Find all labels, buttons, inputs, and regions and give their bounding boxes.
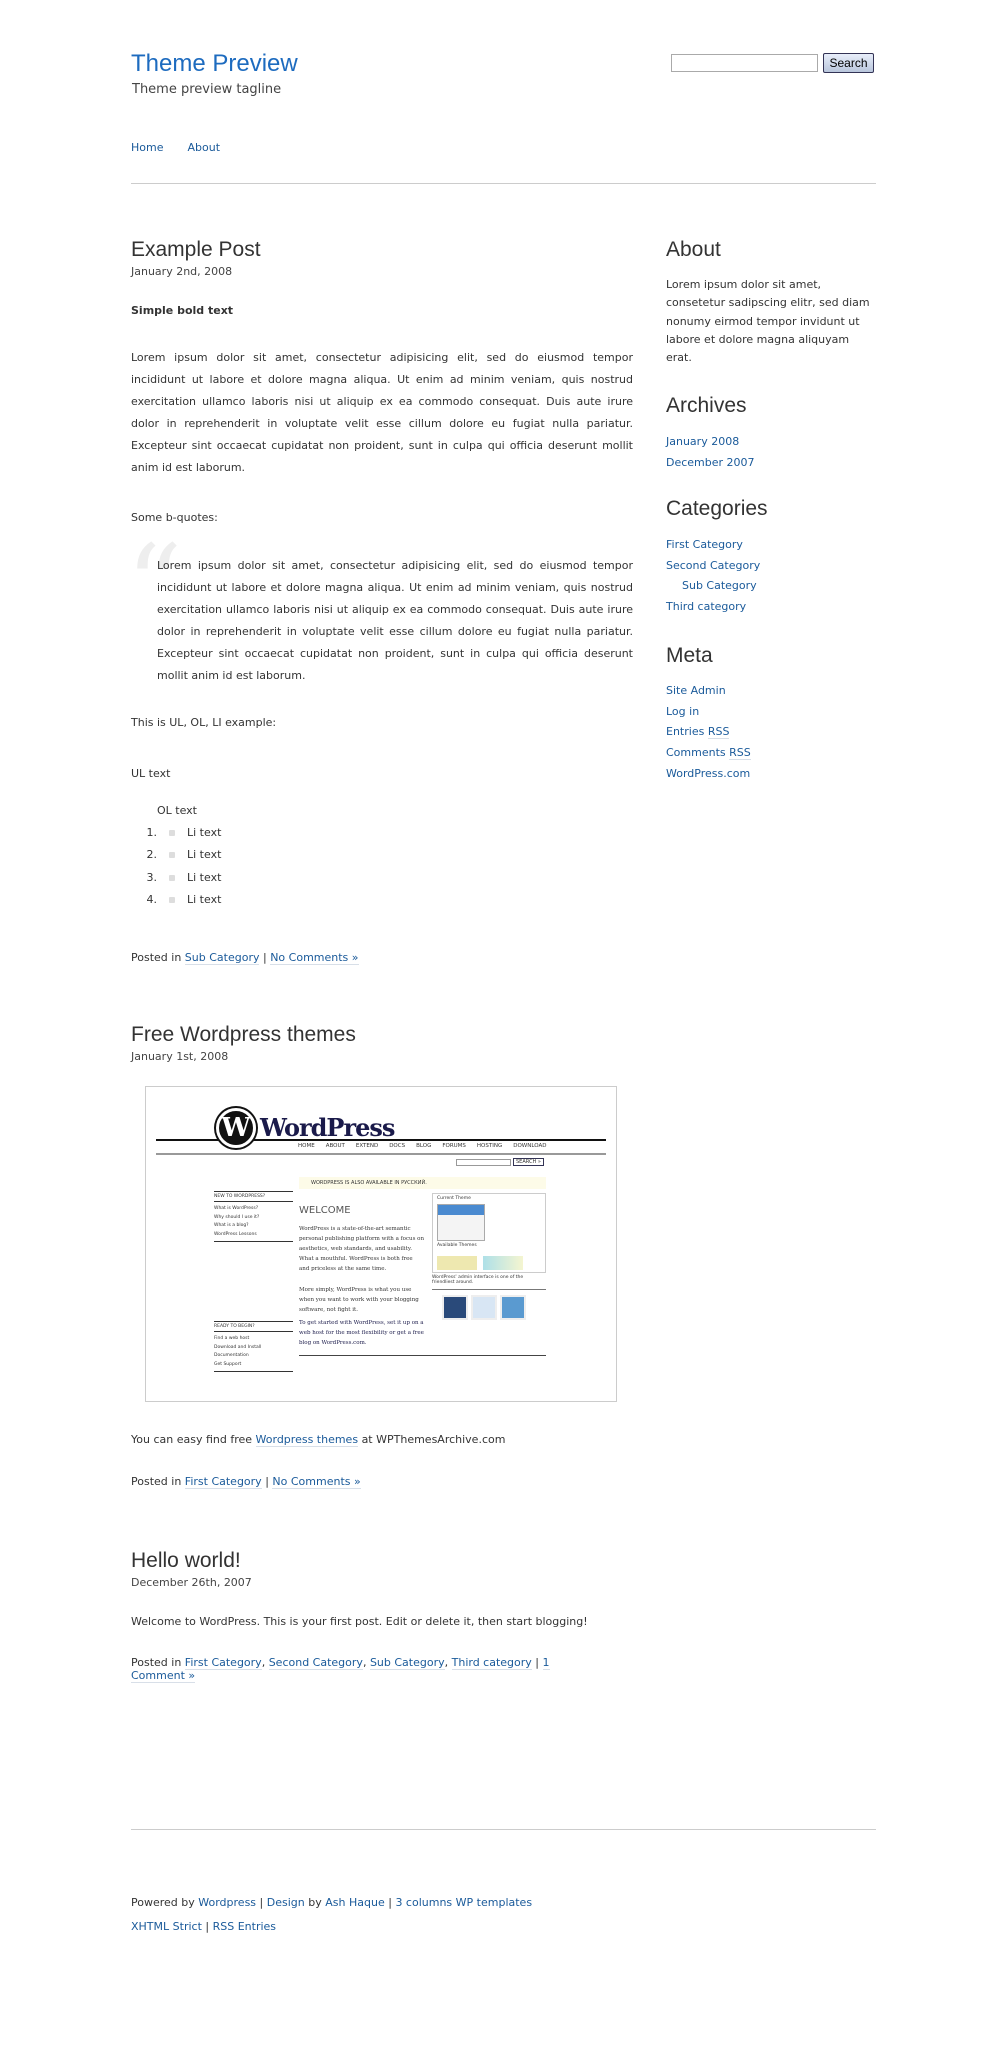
image-ready-heading: READY TO BEGIN? [214, 1321, 293, 1332]
post-date: January 2nd, 2008 [131, 265, 233, 278]
post-date: December 26th, 2007 [131, 1576, 252, 1589]
separator: | [262, 951, 267, 964]
list-item [131, 893, 221, 906]
sidebar-meta-title: Meta [666, 644, 713, 667]
footer-credits [131, 1896, 532, 1909]
category-link[interactable]: Third category [666, 600, 747, 614]
image-new-heading: NEW TO WORDPRESS? [214, 1191, 293, 1202]
category-link[interactable]: Sub Category [369, 1656, 445, 1669]
image-link: What is a blog? [214, 1223, 249, 1228]
comments-rss-link[interactable] [666, 746, 751, 760]
bquote-intro: Some b-quotes: [131, 511, 218, 524]
image-body3: To get started with WordPress, set it up on a web host for the most flexibility or get a free blog on WordPress.com. [299, 1320, 424, 1346]
post-meta [131, 1475, 361, 1488]
image-caption: WordPress' admin interface is one of the friendliest around. [432, 1275, 524, 1285]
post-paragraph: Lorem ipsum dolor sit amet, consectetur adipisicing elit, sed do eiusmod tempor incididunt ut labore et dolore magna aliqua. Ut enim ad minim veniam, quis nostrud exercitation ullamco laboris nisi ut aliquip ex ea commodo consequat. Duis aute irure dolor in reprehenderit in voluptate velit esse cillum dolore eu fugiat nulla pariatur. Excepteur sint occaecat cupidatat non proident, sunt in culpa qui officia deserunt mollit anim id est laborum. [131, 351, 633, 474]
archive-link[interactable]: January 2008 [666, 435, 740, 448]
meta-list [666, 681, 876, 784]
design-link[interactable]: Design [266, 1896, 305, 1909]
rss-abbr: RSS [707, 725, 730, 739]
list-text: Li text [187, 848, 222, 861]
posted-in-label: Posted in [131, 951, 182, 964]
archives-list [666, 432, 876, 473]
bullet-icon [169, 830, 175, 836]
post-title[interactable]: Hello world! [131, 1549, 241, 1572]
post-body: Welcome to WordPress. This is your first post. Edit or delete it, then start blogging! [131, 1615, 588, 1628]
xhtml-link[interactable]: XHTML Strict [131, 1920, 202, 1933]
image-link: Why should I use it? [214, 1214, 260, 1220]
wordpress-screenshot-image [145, 1086, 617, 1402]
list-item [131, 871, 221, 884]
category-link[interactable]: Second Category [268, 1656, 363, 1669]
image-body: WordPress is a state-of-the-art semantic personal publishing platform with a focus on aesthetics, web standards, and usability. What a mouthful. WordPress is both free and priceless at the same time. [299, 1226, 425, 1272]
image-nav: BLOG [416, 1143, 432, 1149]
bullet-icon [169, 852, 175, 858]
category-link[interactable]: Second Category [666, 558, 761, 572]
list-item [131, 826, 221, 839]
image-link: Get Support [214, 1361, 242, 1367]
site-title[interactable]: Theme Preview [131, 50, 298, 77]
author-link[interactable]: Ash Haque [325, 1896, 385, 1909]
image-search: SEARCH » [513, 1158, 544, 1166]
ul-text: UL text [131, 767, 171, 780]
footer-text: by [308, 1896, 322, 1909]
list-number: 2. [146, 848, 157, 861]
image-welcome: WELCOME [299, 1205, 351, 1216]
footer-divider [131, 1829, 876, 1830]
sidebar-about-title: About [666, 238, 721, 261]
nav-home[interactable]: Home [131, 141, 164, 154]
site-admin-link[interactable]: Site Admin [666, 684, 726, 697]
image-link: Download and Install [214, 1344, 262, 1350]
log-in-link[interactable]: Log in [666, 704, 700, 718]
list-number: 1. [146, 826, 157, 839]
body-text: at WPThemesArchive.com [361, 1433, 506, 1446]
entries-rss-link[interactable] [666, 725, 729, 739]
rss-entries-link[interactable]: RSS Entries [212, 1920, 277, 1933]
bullet-icon [169, 875, 175, 881]
image-link: Find a web host [214, 1336, 250, 1341]
blockquote: Lorem ipsum dolor sit amet, consectetur adipisicing elit, sed do eiusmod tempor incididunt ut labore et dolore magna aliqua. Ut enim ad minim veniam, quis nostrud exercitation ullamco laboris nisi ut aliquip ex ea commodo consequat. Duis aute irure dolor in reprehenderit in voluptate velit esse cillum dolore eu fugiat nulla pariatur. Excepteur sint occaecat cupidatat non proident, sunt in culpa qui officia deserunt mollit anim id est laborum. [157, 559, 633, 682]
image-nav: HOME [298, 1143, 315, 1149]
wordpress-logo-icon: W [216, 1108, 256, 1148]
list-number: 4. [146, 893, 157, 906]
body-text: You can easy find free [131, 1433, 253, 1446]
category-link[interactable]: Third category [451, 1656, 532, 1669]
image-notice: WORDPRESS IS ALSO AVAILABLE IN РУССКИЙ. [299, 1177, 546, 1189]
separator: | [259, 1896, 264, 1909]
post-meta: Posted in First Category, Second Category, Sub Category, Third category | 1 Comment » [131, 1656, 550, 1682]
image-nav: DOCS [389, 1143, 406, 1149]
comments-count: 1 [542, 1656, 550, 1669]
archive-link[interactable]: December 2007 [666, 455, 755, 469]
list-text: Li text [187, 826, 222, 839]
list-item [131, 848, 221, 861]
header-divider [131, 183, 876, 184]
main-nav [131, 141, 220, 154]
wordpress-themes-link[interactable]: Wordpress themes [255, 1433, 359, 1446]
quote-mark-icon: “ [126, 521, 183, 649]
sidebar-archives-title: Archives [666, 394, 747, 417]
posted-in-label: Posted in [131, 1475, 182, 1488]
templates-link[interactable]: 3 columns WP templates [395, 1896, 533, 1909]
separator: | [388, 1896, 392, 1909]
image-nav: EXTEND [355, 1143, 379, 1149]
footer-links [131, 1920, 276, 1933]
post-meta [131, 951, 359, 964]
comments-label: Comment » [131, 1669, 196, 1682]
separator: | [535, 1656, 540, 1669]
post-body [131, 1433, 505, 1446]
comments-link[interactable]: No Comments » [270, 951, 359, 964]
image-current-theme: Current Theme [437, 1196, 471, 1201]
sidebar-categories-title: Categories [666, 497, 768, 520]
wordpress-com-link[interactable]: WordPress.com [666, 766, 751, 780]
bold-text: Simple bold text [131, 304, 234, 317]
search-button[interactable]: Search [823, 53, 874, 73]
search-input[interactable] [671, 54, 818, 72]
list-text: Li text [187, 871, 222, 884]
comments-link[interactable]: No Comments » [272, 1475, 361, 1488]
category-link[interactable]: Sub Category [184, 951, 260, 964]
list-text: Li text [187, 893, 222, 906]
image-available: Available Themes [437, 1243, 477, 1248]
categories-list [666, 535, 876, 618]
image-nav: FORUMS [442, 1143, 466, 1149]
image-link: WordPress Lessons [214, 1231, 257, 1237]
image-logo-text: WordPress [260, 1113, 395, 1142]
link-text: Entries [666, 725, 708, 739]
category-link[interactable]: Sub Category [682, 579, 757, 593]
posted-in-label: Posted in [131, 1656, 182, 1669]
separator: | [265, 1475, 269, 1488]
category-link[interactable]: First Category [184, 1656, 262, 1669]
image-link: Documentation [214, 1353, 249, 1358]
list-number: 3. [146, 871, 157, 884]
ol-text: OL text [157, 804, 197, 817]
rss-abbr: RSS [729, 746, 751, 760]
site-tagline: Theme preview tagline [132, 82, 282, 97]
bullet-icon [169, 897, 175, 903]
post-date: January 1st, 2008 [131, 1050, 229, 1063]
image-link: What is WordPress? [214, 1206, 259, 1211]
category-link[interactable]: First Category [666, 538, 743, 551]
image-body2: More simply, WordPress is what you use when you want to work with your blogging software, not fight it. [299, 1287, 419, 1313]
image-nav: HOSTING [476, 1143, 503, 1149]
link-text: Comments [666, 746, 730, 760]
nav-about[interactable]: About [187, 141, 221, 154]
footer-text: Powered by [131, 1896, 195, 1909]
sidebar-about-text: Lorem ipsum dolor sit amet, consetetur sadipscing elitr, sed diam nonumy eirmod tempor invidunt ut labore et dolore magna aliquyam erat. [666, 278, 870, 365]
wordpress-link[interactable]: Wordpress [198, 1896, 257, 1909]
list-intro: This is UL, OL, LI example: [131, 716, 277, 729]
post-title[interactable]: Free Wordpress themes [131, 1023, 356, 1046]
separator: | [205, 1920, 210, 1933]
post-title[interactable]: Example Post [131, 238, 261, 261]
category-link[interactable]: First Category [184, 1475, 262, 1488]
image-nav: DOWNLOAD [513, 1143, 547, 1149]
image-nav: ABOUT [325, 1143, 345, 1149]
